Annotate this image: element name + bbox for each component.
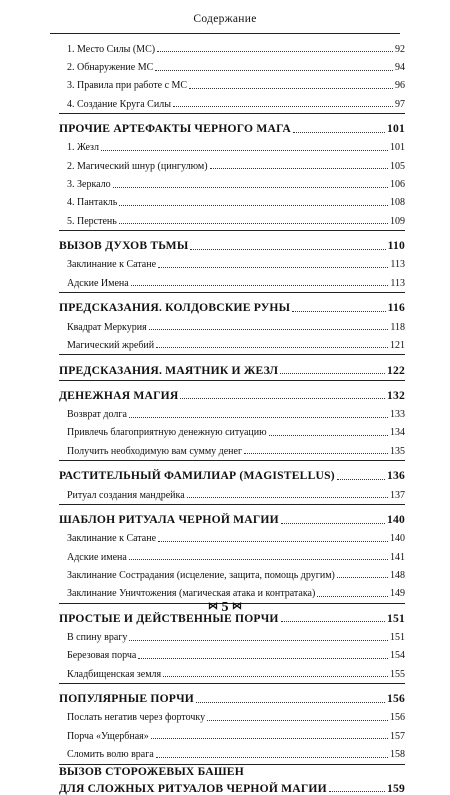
toc-entry-page: 96 [395, 80, 405, 92]
dot-leader [151, 738, 388, 739]
toc-entry-title: ПРОЧИЕ АРТЕФАКТЫ ЧЕРНОГО МАГА [59, 122, 291, 136]
toc-entry-page: 108 [390, 197, 405, 209]
toc-entry-title: ВЫЗОВ ДУХОВ ТЬМЫ [59, 239, 189, 253]
toc-entry-page: 113 [390, 277, 405, 289]
toc-entry-title: Привлечь благоприятную денежную ситуацию [67, 427, 267, 439]
dot-leader [317, 596, 388, 597]
toc-entry[interactable] [59, 55, 405, 73]
toc-entry[interactable] [59, 37, 405, 55]
dot-leader [293, 132, 385, 133]
dot-leader [337, 479, 385, 480]
dot-leader [187, 497, 388, 498]
toc-entry-title: ПРОСТЫЕ И ДЕЙСТВЕННЫЕ ПОРЧИ [59, 611, 279, 625]
toc-entry[interactable] [59, 662, 405, 680]
toc-entry-page: 137 [390, 489, 405, 501]
toc-entry[interactable] [59, 253, 405, 271]
toc-entry-page: 113 [390, 259, 405, 271]
toc-entry-page: 101 [390, 142, 405, 154]
dot-leader [138, 658, 388, 659]
toc-entry[interactable] [59, 209, 405, 227]
dot-leader [173, 106, 393, 107]
dot-leader [156, 347, 388, 348]
toc-section[interactable] [59, 355, 405, 377]
dot-leader [207, 720, 388, 721]
toc-entry[interactable] [59, 742, 405, 760]
toc-section[interactable] [59, 505, 405, 527]
dot-leader [158, 267, 388, 268]
toc-entry-page: 116 [387, 301, 405, 315]
section-block [59, 504, 405, 527]
table-of-contents [59, 37, 405, 795]
toc-entry[interactable] [59, 706, 405, 724]
toc-entry-page: 109 [390, 215, 405, 227]
toc-entry[interactable] [59, 74, 405, 92]
toc-entry-page: 133 [390, 409, 405, 421]
dot-leader [149, 329, 389, 330]
toc-entry-title: Заклинание Уничтожения (магическая атака и контратака) [67, 588, 316, 600]
toc-entry-page: 110 [387, 239, 405, 253]
dot-leader [129, 559, 388, 560]
toc-entry[interactable] [59, 644, 405, 662]
toc-entry-page: 92 [395, 43, 405, 55]
dot-leader [119, 205, 388, 206]
toc-entry-page: 97 [395, 98, 405, 110]
toc-entry-title: Адские имена [67, 551, 127, 563]
toc-entry-title: Кладбищенская земля [67, 668, 162, 680]
toc-entry-title: Квадрат Меркурия [67, 321, 147, 333]
running-header: Содержание [193, 13, 257, 25]
toc-entry-page: 118 [390, 321, 405, 333]
toc-entry-title-line2: ДЛЯ СЛОЖНЫХ РИТУАЛОВ ЧЕРНОЙ МАГИИ [59, 781, 327, 795]
dot-leader [155, 70, 393, 71]
toc-entry-title-line1: ВЫЗОВ СТОРОЖЕВЫХ БАШЕН [59, 764, 244, 778]
toc-section[interactable] [59, 293, 405, 315]
toc-entry[interactable] [59, 333, 405, 351]
toc-entry[interactable] [59, 191, 405, 209]
toc-entry-page: 157 [390, 730, 405, 742]
toc-entry[interactable] [59, 421, 405, 439]
toc-entry-title: Ритуал создания мандрейка [67, 489, 185, 501]
dot-leader [129, 640, 388, 641]
section-block [59, 354, 405, 377]
header-rule [50, 33, 400, 34]
toc-entry-page: 159 [387, 781, 405, 795]
toc-section[interactable] [59, 381, 405, 403]
dot-leader [292, 311, 385, 312]
dot-leader [244, 453, 388, 454]
toc-entry[interactable] [59, 315, 405, 333]
toc-entry-title: В спину врагу [67, 632, 128, 644]
toc-entry-page: 141 [390, 551, 405, 563]
toc-entry-title: Сломить волю врага [67, 749, 154, 761]
toc-entry[interactable] [59, 172, 405, 190]
toc-entry-title: Заклинание Сострадания (исцеление, защита, помощь другим) [67, 569, 335, 581]
dot-leader [101, 150, 388, 151]
toc-entry-title: ПОПУЛЯРНЫЕ ПОРЧИ [59, 692, 195, 706]
toc-entry-title: ПРЕДСКАЗАНИЯ. МАЯТНИК И ЖЕЗЛ [59, 363, 279, 377]
section-block [59, 380, 405, 403]
dot-leader [131, 285, 389, 286]
toc-entry-page: 151 [390, 632, 405, 644]
dot-leader [210, 168, 388, 169]
section-block [59, 460, 405, 483]
section-block [59, 764, 405, 795]
toc-entry-page: 136 [387, 469, 405, 483]
section-block [59, 292, 405, 315]
toc-section[interactable] [59, 231, 405, 253]
dot-leader [281, 621, 385, 622]
toc-entry-title: РАСТИТЕЛЬНЫЙ ФАМИЛИАР (MAGISTELLUS) [59, 469, 335, 483]
dot-leader [280, 373, 385, 374]
toc-entry-page: 155 [390, 668, 405, 680]
left-ornament-icon: ⋈ [208, 601, 218, 612]
toc-entry-title: Возврат долга [67, 409, 127, 421]
toc-entry[interactable] [59, 545, 405, 563]
toc-entry-page: 158 [390, 749, 405, 761]
toc-entry-page: 140 [387, 513, 405, 527]
toc-entry-title: ДЕНЕЖНАЯ МАГИЯ [59, 389, 179, 403]
dot-leader [119, 223, 388, 224]
toc-entry-page: 105 [390, 160, 405, 172]
toc-entry-title: Получить необходимую вам сумму денег [67, 445, 243, 457]
right-ornament-icon: ⋈ [232, 601, 242, 612]
toc-entry-title: Магический жребий [67, 339, 155, 351]
toc-entry-title: 1. Место Силы (МС) [67, 43, 156, 55]
toc-entry-page: 132 [387, 389, 405, 403]
toc-entry[interactable] [59, 483, 405, 501]
toc-entry-title: 2. Обнаружение МС [67, 62, 154, 74]
toc-entry-title: Порча «Ущербная» [67, 730, 149, 742]
toc-entry-page: 122 [387, 363, 405, 377]
dot-leader [158, 541, 388, 542]
toc-entry-title: Заклинание к Сатане [67, 259, 157, 271]
section-block [59, 683, 405, 706]
dot-leader [113, 187, 388, 188]
toc-entry[interactable] [59, 724, 405, 742]
dot-leader [129, 417, 388, 418]
toc-entry[interactable] [59, 563, 405, 581]
dot-leader [180, 398, 385, 399]
dot-leader [157, 51, 393, 52]
dot-leader [281, 523, 385, 524]
toc-entry-title: ПРЕДСКАЗАНИЯ. КОЛДОВСКИЕ РУНЫ [59, 301, 291, 315]
toc-entry-page: 151 [387, 611, 405, 625]
toc-entry[interactable] [59, 271, 405, 289]
toc-section[interactable] [59, 114, 405, 136]
toc-section[interactable] [59, 684, 405, 706]
section-block [59, 230, 405, 253]
dot-leader [163, 676, 388, 677]
toc-entry-title: 3. Правила при работе с МС [67, 80, 188, 92]
page-number: 5 [221, 600, 229, 615]
toc-entry-page: 121 [390, 339, 405, 351]
toc-entry-title: Адские Имена [67, 277, 129, 289]
toc-entry-title: 2. Магический шнур (цингулюм) [67, 160, 208, 172]
dot-leader [189, 88, 393, 89]
dot-leader [337, 577, 388, 578]
toc-entry-page: 156 [387, 692, 405, 706]
toc-entry-page: 101 [387, 122, 405, 136]
toc-entry[interactable] [59, 402, 405, 420]
toc-entry[interactable] [59, 439, 405, 457]
toc-entry-title: 5. Перстень [67, 215, 117, 227]
toc-entry-page: 106 [390, 179, 405, 191]
toc-entry-title: Заклинание к Сатане [67, 533, 157, 545]
toc-entry[interactable] [59, 154, 405, 172]
toc-entry-page: 140 [390, 533, 405, 545]
toc-entry-page: 94 [395, 62, 405, 74]
toc-entry-page: 156 [390, 712, 405, 724]
toc-entry[interactable] [59, 527, 405, 545]
toc-entry-title: Послать негатив через форточку [67, 712, 206, 724]
toc-section[interactable] [59, 461, 405, 483]
toc-entry[interactable] [59, 136, 405, 154]
toc-entry-title: ШАБЛОН РИТУАЛА ЧЕРНОЙ МАГИИ [59, 513, 279, 527]
dot-leader [196, 702, 385, 703]
toc-entry-title: 4. Создание Круга Силы [67, 98, 171, 110]
dot-leader [329, 791, 385, 792]
section-block [59, 113, 405, 136]
toc-entry-page: 148 [390, 569, 405, 581]
toc-entry[interactable] [59, 625, 405, 643]
toc-entry-title: Березовая порча [67, 650, 137, 662]
dot-leader [269, 435, 388, 436]
toc-entry[interactable] [59, 581, 405, 599]
page-footer [0, 600, 450, 616]
toc-entry-page: 134 [390, 427, 405, 439]
toc-entry-title: 1. Жезл [67, 142, 99, 154]
toc-entry-page: 154 [390, 650, 405, 662]
toc-entry-title: 3. Зеркало [67, 179, 111, 191]
toc-entry-page: 149 [390, 588, 405, 600]
toc-entry[interactable] [59, 92, 405, 110]
dot-leader [190, 249, 385, 250]
dot-leader [156, 757, 388, 758]
toc-entry-title: 4. Пантакль [67, 197, 118, 209]
toc-section[interactable] [59, 765, 405, 795]
toc-entry-page: 135 [390, 445, 405, 457]
